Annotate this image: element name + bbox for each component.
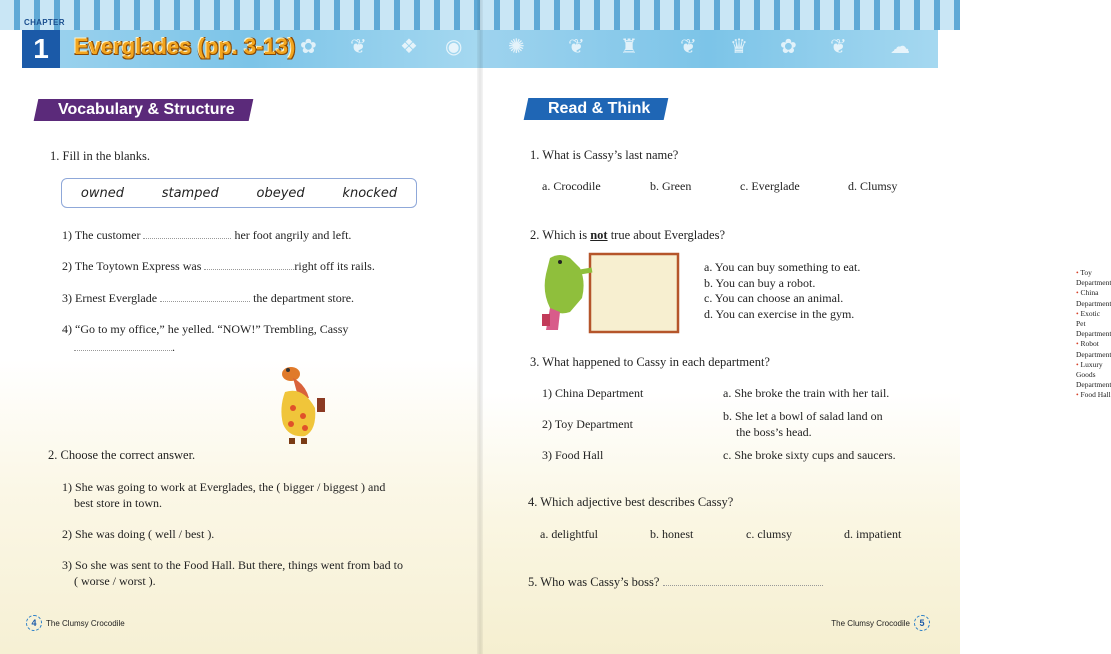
- header-stripes: [0, 0, 480, 30]
- choice-text: best store in town.: [74, 496, 162, 510]
- option-c[interactable]: c. clumsy: [746, 527, 792, 541]
- item-text: The customer: [74, 228, 141, 242]
- store-directory-illustration: [540, 252, 680, 334]
- flower-icon: ✿: [780, 34, 797, 58]
- store-directory-item: • Luxury Goods Department: [1076, 360, 1111, 391]
- item-number: 3): [62, 291, 72, 305]
- bird-icon: ❦: [350, 34, 367, 58]
- choice-text: 1) She was going to work at Everglades, the ( bigger / biggest ) and: [62, 480, 386, 494]
- item-text: right off its rails.: [294, 259, 375, 273]
- match-left-item[interactable]: 1) China Department: [542, 386, 644, 400]
- word-bank-item: obeyed: [256, 185, 305, 201]
- cup-icon: ♜: [620, 34, 638, 58]
- option-a[interactable]: a. delightful: [540, 527, 598, 541]
- question-prompt: 4. Which adjective best describes Cassy?: [528, 495, 734, 509]
- prompt-text: 2. Which is: [530, 228, 591, 242]
- question-prompt: 1. What is Cassy’s last name?: [530, 148, 679, 162]
- chapter-number: 1: [22, 30, 60, 68]
- prompt-text: true about Everglades?: [607, 228, 725, 242]
- option-c[interactable]: c. Everglade: [740, 179, 800, 193]
- ball-icon: ◉: [445, 34, 463, 58]
- word-bank-item: knocked: [342, 185, 398, 201]
- match-left-item[interactable]: 2) Toy Department: [542, 417, 633, 431]
- option-a[interactable]: a. Crocodile: [542, 179, 601, 193]
- option-d[interactable]: d. Clumsy: [848, 179, 898, 193]
- match-right-item[interactable]: b. She let a bowl of salad land on: [723, 409, 883, 423]
- book-gutter: [477, 0, 483, 654]
- item-number: 1): [62, 228, 72, 242]
- header-stripes: [480, 0, 960, 30]
- question-prompt: 3. What happened to Cassy in each department?: [530, 355, 770, 369]
- right-page: [480, 0, 1111, 654]
- item-text: the department store.: [253, 291, 355, 305]
- option-d[interactable]: d. impatient: [844, 527, 902, 541]
- fill-blank-continuation: [74, 339, 175, 355]
- question-prompt: 1. Fill in the blanks.: [50, 149, 150, 163]
- sun-icon: ✺: [508, 34, 525, 58]
- choice-text: 2) She was doing ( well / best ).: [62, 527, 215, 541]
- hat-icon: ♛: [730, 34, 748, 58]
- book-title: The Clumsy Crocodile: [831, 618, 910, 628]
- section-banner-vocabulary: [34, 99, 253, 121]
- choice-text: ( worse / worst ).: [74, 574, 156, 588]
- match-right-item[interactable]: a. She broke the train with her tail.: [723, 386, 890, 400]
- left-page: [0, 0, 480, 654]
- option-b[interactable]: b. Green: [650, 179, 692, 193]
- item-number: 4): [62, 322, 72, 336]
- chapter-title: Everglades (pp. 3-13): [74, 34, 296, 59]
- item-number: 2): [62, 259, 72, 273]
- item-text: Ernest Everglade: [75, 291, 158, 305]
- store-directory-item: • Food Hall: [1076, 390, 1111, 400]
- header-band: [480, 30, 938, 68]
- store-directory: [1076, 268, 1111, 401]
- answer-blank[interactable]: [143, 227, 231, 239]
- choice-item: [62, 526, 214, 542]
- choice-text: 3) So she was sent to the Food Hall. But there, things went from bad to: [62, 558, 403, 572]
- crocodile-illustration: [275, 358, 335, 446]
- option-b[interactable]: b. honest: [650, 527, 694, 541]
- gift-icon: ❖: [400, 34, 418, 58]
- match-left-item[interactable]: 3) Food Hall: [542, 448, 604, 462]
- page-number: 4: [26, 615, 42, 631]
- option-a[interactable]: a. You can buy something to eat.: [704, 260, 861, 274]
- chapter-label: CHAPTER: [24, 18, 65, 27]
- cloud-icon: ☁: [890, 34, 910, 58]
- answer-blank[interactable]: [204, 258, 294, 270]
- question-prompt: [530, 227, 725, 243]
- item-text: The Toytown Express was: [74, 259, 202, 273]
- option-b[interactable]: b. You can buy a robot.: [704, 276, 816, 290]
- option-c[interactable]: c. You can choose an animal.: [704, 291, 844, 305]
- store-directory-item: • Robot Department: [1076, 339, 1111, 359]
- item-text: “Go to my office,” he yelled. “NOW!” Trembling, Cassy: [75, 322, 349, 336]
- fill-blank-item: [62, 321, 402, 337]
- page-number: 5: [914, 615, 930, 631]
- option-d[interactable]: d. You can exercise in the gym.: [704, 307, 855, 321]
- section-title: Vocabulary & Structure: [58, 101, 235, 118]
- fill-blank-item: [62, 227, 351, 243]
- match-right-item-continuation: the boss’s head.: [736, 425, 812, 439]
- question-prompt: 2. Choose the correct answer.: [48, 448, 196, 462]
- section-banner-read-think: [524, 98, 669, 120]
- answer-blank[interactable]: [663, 574, 823, 586]
- bird-icon: ❦: [680, 34, 697, 58]
- word-bank-item: stamped: [161, 185, 219, 201]
- section-title: Read & Think: [548, 100, 651, 117]
- word-bank-item: owned: [80, 185, 124, 201]
- fill-blank-item: [62, 258, 375, 274]
- store-directory-item: • Exotic Pet Department: [1076, 309, 1111, 340]
- store-directory-item: • Toy Department: [1076, 268, 1111, 288]
- choice-item: [62, 557, 403, 589]
- answer-blank[interactable]: [160, 290, 250, 302]
- prompt-text: 5. Who was Cassy’s boss?: [528, 575, 660, 589]
- word-bank: [61, 178, 417, 208]
- flower-icon: ✿: [300, 34, 317, 58]
- question-prompt: [528, 574, 823, 590]
- fill-blank-item: [62, 290, 354, 306]
- prompt-emphasis: not: [590, 228, 608, 242]
- item-text: her foot angrily and left.: [234, 228, 352, 242]
- answer-blank[interactable]: [74, 339, 172, 351]
- store-directory-item: • China Department: [1076, 288, 1111, 308]
- bird-icon: ❦: [830, 34, 847, 58]
- page-footer: [831, 615, 930, 631]
- bird-icon: ❦: [568, 34, 585, 58]
- page-footer: [26, 615, 125, 631]
- item-text: .: [172, 340, 175, 354]
- match-right-item[interactable]: c. She broke sixty cups and saucers.: [723, 448, 896, 462]
- choice-item: [62, 479, 385, 511]
- book-title: The Clumsy Crocodile: [46, 618, 125, 628]
